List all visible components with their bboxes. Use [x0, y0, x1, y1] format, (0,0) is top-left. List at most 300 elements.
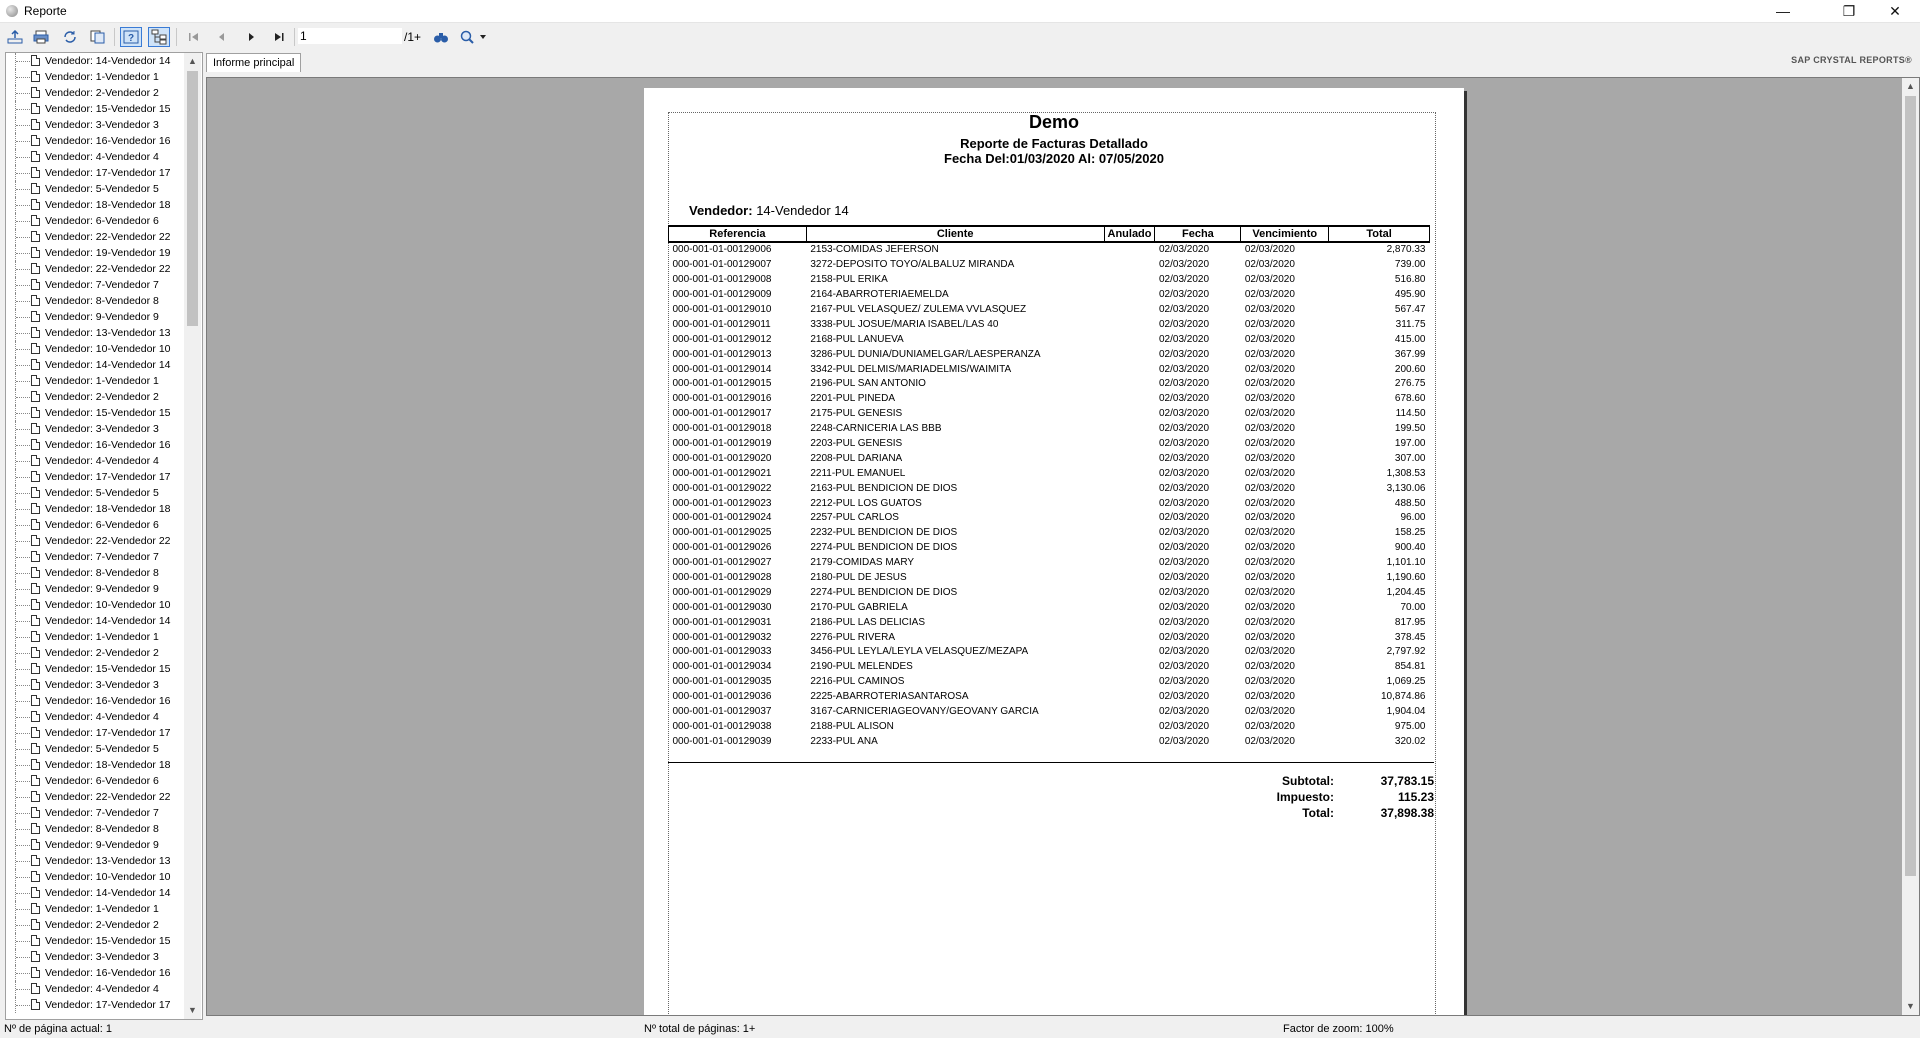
table-row — [669, 720, 1430, 735]
tree-node-label: Vendedor: 4-Vendedor 4 — [45, 711, 159, 723]
table-row — [669, 585, 1430, 600]
cell-total: 1,904.04 — [1386, 706, 1426, 718]
cell-vencimiento: 02/03/2020 — [1244, 720, 1295, 732]
tree-node-label: Vendedor: 9-Vendedor 9 — [45, 839, 159, 851]
scroll-up-icon[interactable]: ▲ — [1906, 81, 1915, 91]
tree-node[interactable] — [6, 101, 184, 117]
export-icon[interactable] — [4, 27, 26, 47]
tree-node-label: Vendedor: 1-Vendedor 1 — [45, 631, 159, 643]
help-icon[interactable] — [120, 27, 142, 47]
cell-total: 197.00 — [1394, 438, 1426, 450]
cell-cliente: 2212-PUL LOS GUATOS — [810, 497, 922, 509]
tree-node-label: Vendedor: 16-Vendedor 16 — [45, 695, 171, 707]
document-icon — [31, 183, 40, 194]
table-row — [669, 258, 1430, 273]
tree-node[interactable] — [6, 309, 184, 325]
table-row — [669, 600, 1430, 615]
tree-node[interactable] — [6, 533, 184, 549]
cell-fecha: 02/03/2020 — [1158, 542, 1210, 554]
tree-line — [16, 813, 30, 814]
tree-line — [16, 365, 30, 366]
cell-cliente: 3167-CARNICERIAGEOVANY/GEOVANY GARCIA — [810, 706, 1039, 718]
cell-cliente: 2233-PUL ANA — [810, 735, 878, 747]
document-icon — [31, 727, 40, 738]
tree-line — [16, 781, 30, 782]
document-icon — [31, 551, 40, 562]
tree-node[interactable] — [6, 485, 184, 501]
scroll-up-icon[interactable]: ▲ — [188, 56, 197, 66]
cell-fecha: 02/03/2020 — [1158, 512, 1210, 524]
table-row — [669, 451, 1430, 466]
document-icon — [31, 375, 40, 386]
tree-line — [16, 61, 30, 62]
page-number-input[interactable] — [298, 28, 402, 44]
cell-fecha: 02/03/2020 — [1158, 572, 1210, 584]
tree-line — [16, 749, 30, 750]
cell-vencimiento: 02/03/2020 — [1244, 676, 1295, 688]
tree-node[interactable] — [6, 821, 184, 837]
tree-line — [16, 973, 30, 974]
cell-anulado — [1104, 556, 1155, 571]
cell-cliente: 2216-PUL CAMINOS — [810, 676, 905, 688]
cell-vencimiento: 02/03/2020 — [1244, 274, 1295, 286]
tree-node[interactable] — [6, 581, 184, 597]
cell-cliente: 3338-PUL JOSUE/MARIA ISABEL/LAS 40 — [810, 318, 999, 330]
scroll-thumb[interactable] — [1905, 96, 1916, 876]
document-icon — [31, 247, 40, 258]
tree-node[interactable] — [6, 677, 184, 693]
cell-fecha: 02/03/2020 — [1158, 244, 1210, 256]
cell-total: 307.00 — [1394, 452, 1426, 464]
cell-anulado — [1104, 541, 1155, 556]
cell-anulado — [1104, 407, 1155, 422]
cell-vencimiento: 02/03/2020 — [1244, 318, 1295, 330]
tree-node[interactable] — [6, 917, 184, 933]
tree-node-label: Vendedor: 14-Vendedor 14 — [45, 55, 171, 67]
tree-node[interactable] — [6, 501, 184, 517]
cell-referencia: 000-001-01-00129012 — [672, 333, 772, 345]
tree-node[interactable] — [6, 853, 184, 869]
cell-total: 200.60 — [1394, 363, 1426, 375]
tree-node[interactable] — [6, 165, 184, 181]
tree-node[interactable] — [6, 117, 184, 133]
tree-node[interactable] — [6, 245, 184, 261]
status-total-pages: Nº total de páginas: 1+ — [644, 1023, 756, 1035]
cell-cliente: 2163-PUL BENDICION DE DIOS — [810, 482, 958, 494]
tree-node[interactable] — [6, 597, 184, 613]
tree-node[interactable] — [6, 629, 184, 645]
tree-node[interactable] — [6, 613, 184, 629]
cell-referencia: 000-001-01-00129028 — [672, 572, 772, 584]
cell-vencimiento: 02/03/2020 — [1244, 393, 1295, 405]
document-icon — [31, 279, 40, 290]
cell-referencia: 000-001-01-00129020 — [672, 452, 772, 464]
document-icon — [31, 647, 40, 658]
tree-node-label: Vendedor: 8-Vendedor 8 — [45, 567, 159, 579]
cell-anulado — [1104, 481, 1155, 496]
invoice-table-body — [669, 242, 1430, 749]
tree-node[interactable] — [6, 837, 184, 853]
cell-cliente: 2232-PUL BENDICION DE DIOS — [810, 527, 958, 539]
cell-total: 3,130.06 — [1386, 482, 1426, 494]
cell-vencimiento: 02/03/2020 — [1244, 289, 1295, 301]
cell-anulado — [1104, 242, 1155, 258]
tree-node-label: Vendedor: 10-Vendedor 10 — [45, 871, 171, 883]
cell-vencimiento: 02/03/2020 — [1244, 467, 1295, 479]
cell-fecha: 02/03/2020 — [1158, 274, 1210, 286]
cell-fecha: 02/03/2020 — [1158, 586, 1210, 598]
tree-line — [16, 765, 30, 766]
zoom-icon[interactable] — [458, 27, 490, 47]
subtotal-value: 37,783.15 — [1380, 774, 1434, 788]
tree-line — [16, 397, 30, 398]
tree-node[interactable] — [6, 357, 184, 373]
document-icon — [31, 775, 40, 786]
tree-node[interactable] — [6, 389, 184, 405]
tree-node[interactable] — [6, 901, 184, 917]
table-row — [669, 332, 1430, 347]
tree-node[interactable] — [6, 773, 184, 789]
tree-line — [16, 909, 30, 910]
tree-node-label: Vendedor: 9-Vendedor 9 — [45, 311, 159, 323]
cell-total: 367.99 — [1394, 348, 1426, 360]
scroll-down-icon[interactable]: ▼ — [188, 1005, 197, 1015]
document-icon — [31, 999, 40, 1010]
tree-node-label: Vendedor: 16-Vendedor 16 — [45, 135, 171, 147]
cell-cliente: 2190-PUL MELENDES — [810, 661, 913, 673]
tree-node[interactable] — [6, 405, 184, 421]
cell-fecha: 02/03/2020 — [1158, 735, 1210, 747]
table-row — [669, 437, 1430, 452]
tree-line — [16, 221, 30, 222]
group-tree-icon[interactable] — [148, 27, 170, 47]
document-icon — [31, 167, 40, 178]
cell-total: 70.00 — [1400, 601, 1426, 613]
tab-informe-principal[interactable]: Informe principal — [206, 53, 301, 72]
tree-node[interactable] — [6, 69, 184, 85]
cell-total: 199.50 — [1394, 423, 1426, 435]
cell-referencia: 000-001-01-00129010 — [672, 304, 772, 315]
table-row — [669, 705, 1430, 720]
tree-line — [16, 717, 30, 718]
tree-node-label: Vendedor: 15-Vendedor 15 — [45, 407, 171, 419]
document-icon — [31, 327, 40, 338]
cell-anulado — [1104, 451, 1155, 466]
tree-line — [16, 605, 30, 606]
tree-line — [16, 253, 30, 254]
document-icon — [31, 823, 40, 834]
cell-vencimiento: 02/03/2020 — [1244, 557, 1295, 569]
tree-scrollbar[interactable] — [184, 53, 201, 1019]
cell-anulado — [1104, 690, 1155, 705]
cell-fecha: 02/03/2020 — [1158, 482, 1210, 494]
cell-total: 415.00 — [1394, 333, 1426, 345]
cell-anulado — [1104, 734, 1155, 749]
document-icon — [31, 71, 40, 82]
tree-node[interactable] — [6, 133, 184, 149]
report-company: Demo — [1028, 112, 1079, 132]
document-icon — [31, 343, 40, 354]
cell-vencimiento: 02/03/2020 — [1244, 646, 1295, 658]
col-referencia: Referencia — [669, 226, 807, 242]
minimize-button[interactable]: — — [1776, 3, 1790, 19]
cell-fecha: 02/03/2020 — [1158, 527, 1210, 539]
next-page-icon[interactable] — [240, 27, 262, 47]
group-tree-list — [6, 53, 184, 1019]
app-icon — [6, 5, 18, 17]
tree-node-label: Vendedor: 4-Vendedor 4 — [45, 151, 159, 163]
tree-node-label: Vendedor: 7-Vendedor 7 — [45, 279, 159, 291]
document-icon — [31, 151, 40, 162]
tree-node-label: Vendedor: 18-Vendedor 18 — [45, 199, 171, 211]
tree-node[interactable] — [6, 373, 184, 389]
cell-cliente: 2257-PUL CARLOS — [810, 512, 899, 524]
tree-line — [16, 669, 30, 670]
col-fecha: Fecha — [1155, 226, 1241, 242]
tree-line — [16, 941, 30, 942]
cell-fecha: 02/03/2020 — [1158, 557, 1210, 569]
tree-line — [16, 269, 30, 270]
separator — [114, 28, 115, 46]
tree-node[interactable] — [6, 709, 184, 725]
tree-line — [16, 141, 30, 142]
tree-line — [16, 413, 30, 414]
tree-node[interactable] — [6, 933, 184, 949]
document-icon — [31, 583, 40, 594]
tree-node-label: Vendedor: 7-Vendedor 7 — [45, 551, 159, 563]
tree-node-label: Vendedor: 2-Vendedor 2 — [45, 87, 159, 99]
cell-cliente: 2164-ABARROTERIAEMELDA — [810, 289, 949, 301]
cell-fecha: 02/03/2020 — [1158, 676, 1210, 688]
cell-referencia: 000-001-01-00129011 — [672, 318, 771, 330]
cell-cliente: 2201-PUL PINEDA — [810, 393, 895, 405]
vendor-value: 14-Vendedor 14 — [756, 203, 849, 218]
tree-line — [16, 621, 30, 622]
cell-fecha: 02/03/2020 — [1158, 691, 1210, 703]
tree-line — [16, 109, 30, 110]
tree-node[interactable] — [6, 53, 184, 69]
cell-referencia: 000-001-01-00129039 — [672, 735, 772, 747]
cell-total: 975.00 — [1394, 720, 1426, 732]
tree-node[interactable] — [6, 325, 184, 341]
tree-node[interactable] — [6, 725, 184, 741]
tree-node[interactable] — [6, 517, 184, 533]
tree-node-label: Vendedor: 17-Vendedor 17 — [45, 727, 171, 739]
cell-vencimiento: 02/03/2020 — [1244, 631, 1295, 643]
cell-vencimiento: 02/03/2020 — [1244, 691, 1295, 703]
tree-node[interactable] — [6, 949, 184, 965]
cell-vencimiento: 02/03/2020 — [1244, 661, 1295, 673]
tree-node-label: Vendedor: 14-Vendedor 14 — [45, 887, 171, 899]
tree-node-label: Vendedor: 22-Vendedor 22 — [45, 263, 171, 275]
tax-value: 115.23 — [1397, 790, 1434, 804]
cell-total: 488.50 — [1394, 497, 1426, 509]
total-value: 37,898.38 — [1380, 806, 1434, 820]
cell-fecha: 02/03/2020 — [1158, 467, 1210, 479]
tree-node-label: Vendedor: 15-Vendedor 15 — [45, 663, 171, 675]
tree-node-label: Vendedor: 8-Vendedor 8 — [45, 295, 159, 307]
cell-anulado — [1104, 258, 1155, 273]
cell-referencia: 000-001-01-00129033 — [672, 646, 772, 658]
cell-cliente: 2170-PUL GABRIELA — [810, 601, 908, 613]
tree-node-label: Vendedor: 10-Vendedor 10 — [45, 599, 171, 611]
document-icon — [31, 695, 40, 706]
tree-line — [16, 573, 30, 574]
tree-line — [16, 829, 30, 830]
refresh-icon[interactable] — [59, 27, 81, 47]
tree-node-label: Vendedor: 5-Vendedor 5 — [45, 743, 159, 755]
tree-node[interactable] — [6, 741, 184, 757]
cell-total: 495.90 — [1394, 289, 1426, 301]
find-icon[interactable] — [430, 27, 452, 47]
cell-cliente: 2211-PUL EMANUEL — [810, 467, 906, 479]
window-title: Reporte — [24, 4, 67, 18]
close-button[interactable]: ✕ — [1889, 3, 1901, 19]
cell-referencia: 000-001-01-00129032 — [672, 631, 772, 643]
print-icon[interactable] — [30, 27, 52, 47]
tree-node[interactable] — [6, 869, 184, 885]
tree-node-label: Vendedor: 18-Vendedor 18 — [45, 759, 171, 771]
separator — [294, 28, 295, 46]
tree-line — [16, 205, 30, 206]
cell-total: 900.40 — [1394, 542, 1426, 554]
cell-anulado — [1104, 511, 1155, 526]
tree-node[interactable] — [6, 693, 184, 709]
table-row — [669, 377, 1430, 392]
tree-node[interactable] — [6, 421, 184, 437]
prev-page-icon[interactable] — [211, 27, 233, 47]
tree-node[interactable] — [6, 85, 184, 101]
tree-node[interactable] — [6, 757, 184, 773]
cell-referencia: 000-001-01-00129030 — [672, 601, 772, 613]
tree-line — [16, 285, 30, 286]
cell-cliente: 2248-CARNICERIA LAS BBB — [810, 423, 942, 435]
copy-icon[interactable] — [87, 27, 109, 47]
tree-line — [16, 429, 30, 430]
tree-node[interactable] — [6, 789, 184, 805]
tree-node[interactable] — [6, 469, 184, 485]
document-icon — [31, 119, 40, 130]
cell-anulado — [1104, 526, 1155, 541]
scroll-down-icon[interactable]: ▼ — [1906, 1001, 1915, 1011]
cell-referencia: 000-001-01-00129031 — [672, 616, 772, 628]
tree-line — [16, 845, 30, 846]
tree-node-label: Vendedor: 2-Vendedor 2 — [45, 919, 159, 931]
tree-node-label: Vendedor: 3-Vendedor 3 — [45, 951, 159, 963]
document-icon — [31, 87, 40, 98]
tree-node[interactable] — [6, 565, 184, 581]
tree-node[interactable] — [6, 181, 184, 197]
tree-node[interactable] — [6, 437, 184, 453]
document-icon — [31, 407, 40, 418]
tree-node[interactable] — [6, 229, 184, 245]
cell-total: 1,308.53 — [1386, 467, 1426, 479]
totals-divider — [668, 762, 1434, 763]
cell-cliente: 2188-PUL ALISON — [810, 720, 894, 732]
tree-node-label: Vendedor: 9-Vendedor 9 — [45, 583, 159, 595]
tree-line — [16, 477, 30, 478]
tree-node[interactable] — [6, 149, 184, 165]
cell-referencia: 000-001-01-00129022 — [672, 482, 772, 494]
document-icon — [31, 919, 40, 930]
tree-node[interactable] — [6, 453, 184, 469]
cell-cliente: 2153-COMIDAS JEFERSON — [810, 244, 939, 256]
tree-node[interactable] — [6, 885, 184, 901]
table-row — [669, 496, 1430, 511]
tree-node-label: Vendedor: 14-Vendedor 14 — [45, 359, 171, 371]
cell-total: 158.25 — [1394, 527, 1426, 539]
status-zoom: Factor de zoom: 100% — [1283, 1023, 1394, 1035]
tree-node-label: Vendedor: 2-Vendedor 2 — [45, 391, 159, 403]
cell-anulado — [1104, 377, 1155, 392]
tree-node[interactable] — [6, 197, 184, 213]
scroll-thumb[interactable] — [187, 71, 198, 326]
tree-line — [16, 957, 30, 958]
tree-node-label: Vendedor: 17-Vendedor 17 — [45, 167, 171, 179]
restore-button[interactable]: ❐ — [1842, 3, 1856, 19]
cell-anulado — [1104, 347, 1155, 362]
tree-node-label: Vendedor: 6-Vendedor 6 — [45, 775, 159, 787]
cell-vencimiento: 02/03/2020 — [1244, 601, 1295, 613]
tree-node[interactable] — [6, 981, 184, 997]
document-icon — [31, 487, 40, 498]
cell-referencia: 000-001-01-00129007 — [672, 259, 772, 271]
cell-vencimiento: 02/03/2020 — [1244, 512, 1295, 524]
tree-node[interactable] — [6, 213, 184, 229]
cell-anulado — [1104, 496, 1155, 511]
tree-node[interactable] — [6, 805, 184, 821]
tree-line — [16, 701, 30, 702]
tree-line — [16, 125, 30, 126]
tree-node[interactable] — [6, 549, 184, 565]
cell-total: 516.80 — [1394, 274, 1426, 286]
tree-line — [16, 653, 30, 654]
tree-line — [16, 925, 30, 926]
document-icon — [31, 599, 40, 610]
cell-total: 2,870.33 — [1386, 244, 1426, 256]
cell-total: 311.75 — [1395, 318, 1426, 330]
cell-cliente: 2203-PUL GENESIS — [810, 438, 903, 450]
tree-node[interactable] — [6, 293, 184, 309]
tree-node[interactable] — [6, 645, 184, 661]
tree-node[interactable] — [6, 997, 184, 1013]
viewer-scrollbar[interactable] — [1902, 78, 1919, 1015]
report-date-range: Fecha Del:01/03/2020 Al: 07/05/2020 — [944, 151, 1164, 166]
svg-text:?: ? — [127, 33, 135, 44]
document-icon — [31, 935, 40, 946]
tree-node[interactable] — [6, 965, 184, 981]
cell-referencia: 000-001-01-00129037 — [672, 706, 772, 718]
tree-node[interactable] — [6, 261, 184, 277]
tree-line — [16, 1005, 30, 1006]
cell-referencia: 000-001-01-00129025 — [672, 527, 772, 539]
cell-total: 276.75 — [1394, 378, 1426, 390]
vendor-label: Vendedor: — [689, 203, 753, 218]
first-page-icon[interactable] — [183, 27, 205, 47]
tree-node[interactable] — [6, 341, 184, 357]
tree-node-label: Vendedor: 1-Vendedor 1 — [45, 375, 159, 387]
cell-cliente: 2274-PUL BENDICION DE DIOS — [810, 542, 958, 554]
document-icon — [31, 839, 40, 850]
tree-line — [16, 509, 30, 510]
last-page-icon[interactable] — [268, 27, 290, 47]
tree-node[interactable] — [6, 277, 184, 293]
title-bar — [0, 0, 1920, 23]
tree-node[interactable] — [6, 661, 184, 677]
cell-vencimiento: 02/03/2020 — [1244, 408, 1295, 420]
cell-anulado — [1104, 362, 1155, 377]
tree-line — [16, 317, 30, 318]
